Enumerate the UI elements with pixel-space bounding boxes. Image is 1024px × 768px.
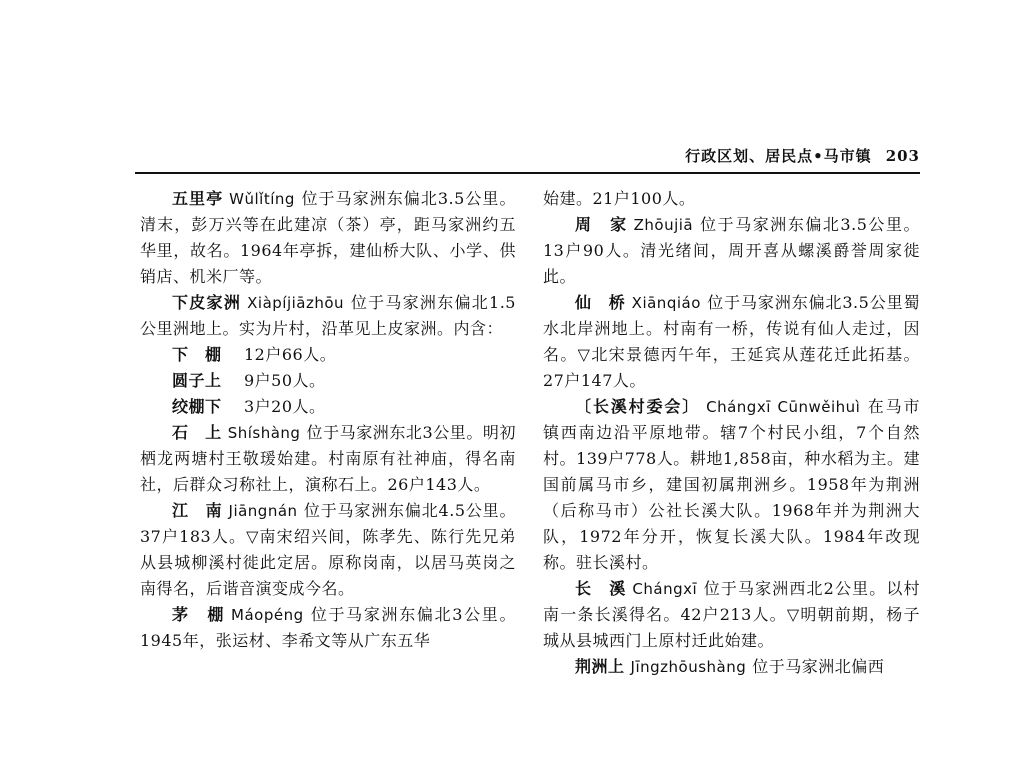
place-name: 圆子上: [172, 371, 222, 390]
sub-entry: [140, 368, 516, 394]
entry: [543, 212, 920, 290]
entry-text: 位于马家洲东北3公里。明初栖龙两塘村王敬瑗始建。村南原有社神庙，得名南社，后群众习称社上，演称石上。26户143人。: [140, 423, 516, 494]
place-pinyin: Jiāngnán: [228, 502, 298, 520]
place-name: 仙 桥: [575, 293, 626, 312]
entry: [543, 290, 920, 394]
entry-text: 始建。21户100人。: [543, 189, 696, 208]
left-column: [140, 186, 516, 654]
entry: [543, 576, 920, 654]
header-rule: [135, 172, 920, 174]
entry-text: 3户20人。: [244, 397, 326, 416]
place-pinyin: Zhōujiā: [633, 216, 694, 234]
place-pinyin: Wǔlǐtíng: [229, 190, 295, 208]
place-pinyin: Xiānqiáo: [631, 294, 701, 312]
place-name: 五里亭: [172, 189, 224, 208]
entry-continuation: [543, 186, 920, 212]
place-name: 周 家: [575, 215, 628, 234]
header-title: 行政区划、居民点•马市镇: [685, 147, 872, 165]
place-pinyin: Xiàpíjiāzhōu: [247, 294, 345, 312]
entry: [140, 186, 516, 290]
entry: [543, 394, 920, 576]
entry: [140, 290, 516, 342]
sub-entry: [140, 342, 516, 368]
entry-text: 位于马家洲北偏西: [752, 657, 885, 676]
right-column: [543, 186, 920, 680]
place-name: 下皮家洲: [172, 293, 242, 312]
place-pinyin: Chángxī: [632, 580, 698, 598]
place-name: 茅 棚: [172, 605, 226, 624]
entry-text: 位于马家洲东偏北3.5公里。清末，彭万兴等在此建凉（茶）亭，距马家洲约五华里，故名。1964年亭拆，建仙桥大队、小学、供销店、机米厂等。: [140, 189, 516, 286]
place-pinyin: Shíshàng: [227, 424, 301, 442]
place-name: 石 上: [172, 423, 222, 442]
entry-text: 9户50人。: [244, 371, 326, 390]
entry-text: 位于马家洲西北2公里。以村南一条长溪得名。42户213人。▽明朝前期，杨子珹从县城西门上原村迁此始建。: [543, 579, 920, 650]
entry-text: 12户66人。: [244, 345, 337, 364]
place-name: 荆洲上: [575, 657, 625, 676]
running-header: [560, 145, 920, 166]
entry-text: 位于马家洲东偏北4.5公里。37户183人。▽南宋绍兴间，陈孝先、陈行先兄弟从县城柳溪村徙此定居。原称岗南，以居马英岗之南得名，后谐音演变成今名。: [140, 501, 516, 598]
page-number: 203: [885, 147, 920, 165]
entry: [140, 498, 516, 602]
sub-entry: [140, 394, 516, 420]
entry-text: 位于马家洲东偏北3公里。1945年，张运材、李希文等从广东五华: [140, 605, 516, 650]
entry: [140, 420, 516, 498]
entry-text: 位于马家洲东偏北1.5公里洲地上。实为片村，沿革见上皮家洲。内含：: [140, 293, 516, 338]
place-pinyin: Máopéng: [231, 606, 304, 624]
entry: [140, 602, 516, 654]
place-name: 〔长溪村委会〕: [575, 397, 701, 416]
entry: [543, 654, 920, 680]
place-pinyin: Jīngzhōushàng: [630, 658, 747, 676]
entry-text: 位于马家洲东偏北3.5公里蜀水北岸洲地上。村南有一桥，传说有仙人走过，因名。▽北宋景德丙午年，王延宾从莲花迁此拓基。27户147人。: [543, 293, 920, 390]
place-name: 长 溪: [575, 579, 627, 598]
place-name: 江 南: [172, 501, 223, 520]
entry-text: 位于马家洲东偏北3.5公里。13户90人。清光绪间，周开喜从螺溪爵誉周家徙此。: [543, 215, 920, 286]
place-name: 绞棚下: [172, 397, 222, 416]
place-name: 下 棚: [172, 345, 222, 364]
entry-text: 在马市镇西南边沿平原地带。辖7个村民小组，7个自然村。139户778人。耕地1,858亩，种水稻为主。建国前属马市乡，建国初属荆洲乡。1958年为荆洲（后称马市）公社长溪大队。1968年并为荆洲大队，1972年分开，恢复长溪大队。1984年改现称。驻长溪村。: [543, 397, 920, 572]
place-pinyin: Chángxī Cūnwěihuì: [706, 398, 861, 416]
